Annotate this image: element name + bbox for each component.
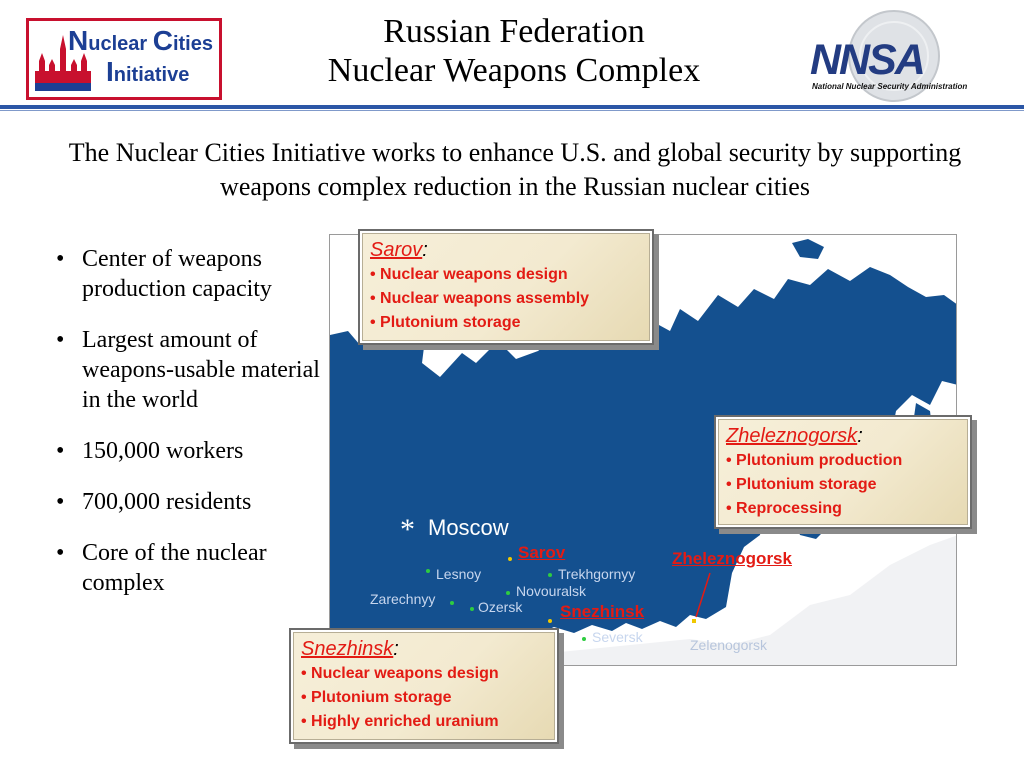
- callout-sarov: [358, 229, 654, 345]
- nci-wordmark: Nuclear Cities Initiative: [68, 25, 213, 87]
- callout-sarov-item: • Plutonium storage: [370, 311, 642, 335]
- callout-snezhinsk: [289, 628, 559, 744]
- title-divider: [0, 105, 1024, 109]
- callout-snezhinsk-title: Snezhinsk:: [301, 638, 399, 660]
- callout-snezhinsk-list: [301, 662, 547, 734]
- nnsa-logo: [810, 10, 1010, 100]
- page-title: [240, 12, 788, 90]
- callout-zheleznogorsk-item: • Plutonium storage: [726, 473, 960, 497]
- city-label-ozersk: Ozersk: [478, 599, 523, 615]
- city-label-snezhinsk: Snezhinsk: [560, 602, 645, 621]
- title-divider-thin: [0, 110, 1024, 111]
- fact-list: [56, 244, 328, 619]
- title-line-2: Nuclear Weapons Complex: [327, 52, 701, 89]
- callout-sarov-list: [370, 263, 642, 335]
- fact-item: • 700,000 residents: [56, 487, 328, 517]
- callout-zheleznogorsk-item: • Reprocessing: [726, 497, 960, 521]
- callout-zheleznogorsk-list: [726, 449, 960, 521]
- city-label-seversk: Seversk: [592, 629, 643, 645]
- city-label-zelenogorsk: Zelenogorsk: [690, 637, 768, 653]
- city-label-novouralsk: Novouralsk: [516, 583, 587, 599]
- city-label-trekhgornyy: Trekhgornyy: [558, 566, 636, 582]
- callout-zheleznogorsk: [714, 415, 972, 529]
- fact-item: • 150,000 workers: [56, 436, 328, 466]
- callout-snezhinsk-item: • Nuclear weapons design: [301, 662, 547, 686]
- fact-item: • Center of weapons production capacity: [56, 244, 328, 304]
- city-label-sarov: Sarov: [518, 543, 566, 562]
- city-label-zarechnyy: Zarechnyy: [370, 591, 436, 607]
- nuclear-cities-initiative-logo: [26, 18, 222, 100]
- callout-sarov-item: • Nuclear weapons design: [370, 263, 642, 287]
- callout-zheleznogorsk-title: Zheleznogorsk:: [726, 425, 863, 447]
- nnsa-subtitle: National Nuclear Security Administration: [812, 82, 968, 91]
- callout-snezhinsk-item: • Plutonium storage: [301, 686, 547, 710]
- title-line-1: Russian Federation: [383, 13, 645, 50]
- city-label-zheleznogorsk: Zheleznogorsk: [672, 549, 792, 568]
- moscow-star-icon: *: [400, 513, 415, 546]
- callout-sarov-title: Sarov:: [370, 239, 428, 261]
- callout-snezhinsk-item: • Highly enriched uranium: [301, 710, 547, 734]
- intro-text: The Nuclear Cities Initiative works to enhance U.S. and global security by supporting weapons complex reduction in the Russian nuclear cities: [68, 138, 962, 201]
- city-label-moscow: Moscow: [428, 515, 509, 540]
- city-label-lesnoy: Lesnoy: [436, 566, 482, 582]
- fact-item: • Largest amount of weapons-usable material in the world: [56, 325, 328, 415]
- callout-sarov-item: • Nuclear weapons assembly: [370, 287, 642, 311]
- callout-zheleznogorsk-item: • Plutonium production: [726, 449, 960, 473]
- fact-item: • Core of the nuclear complex: [56, 538, 328, 598]
- nnsa-letters: NNSA: [810, 36, 924, 84]
